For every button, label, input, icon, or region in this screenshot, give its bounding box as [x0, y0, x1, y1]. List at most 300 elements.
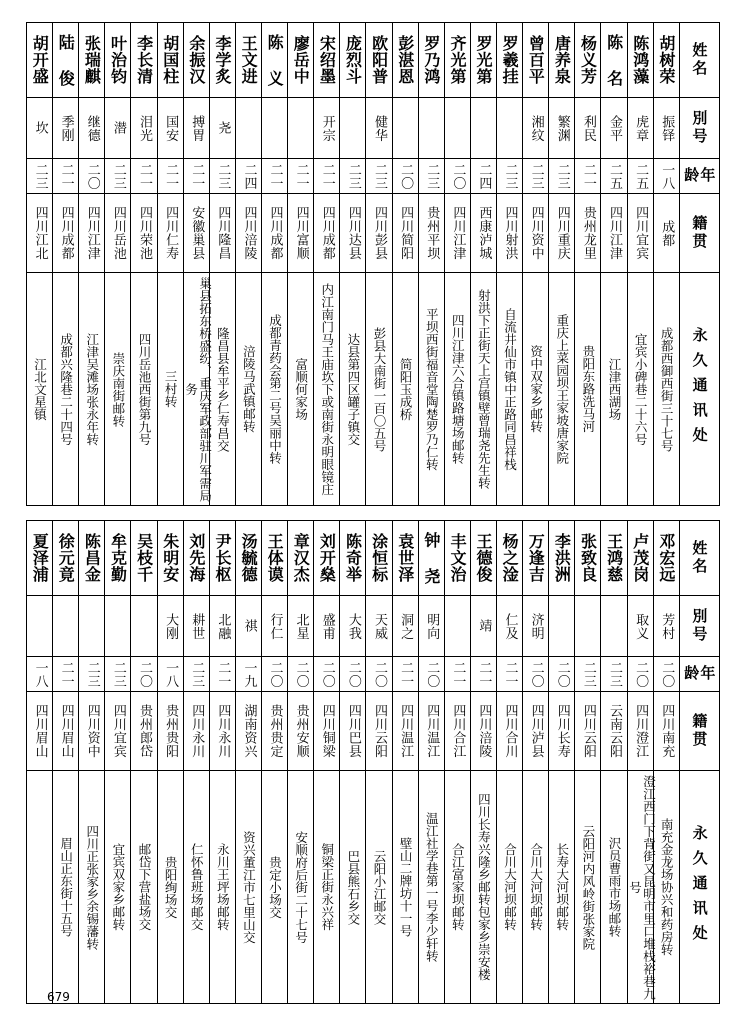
name-cell: [392, 23, 418, 98]
alias-cell: [183, 596, 209, 657]
alias-cell-text: 虎章: [633, 114, 649, 142]
row-alias: [27, 596, 720, 657]
address-cell: [601, 273, 627, 506]
native-cell-text: 四川江津: [450, 206, 466, 260]
page-number: 679: [47, 990, 70, 1004]
name-cell: [366, 521, 392, 596]
address-cell: [131, 771, 157, 1004]
name-cell-text: 钟 尧: [421, 531, 441, 585]
roster-table-lower: [26, 520, 720, 1004]
native-cell: [261, 194, 287, 273]
age-cell: [235, 657, 261, 692]
native-cell: [53, 692, 79, 771]
native-cell-text: 西康泸城: [476, 206, 492, 260]
alias-cell: [340, 596, 366, 657]
address-cell-text: 巢县拓东桥盛纷、重庆军政部驻川军需局务: [183, 276, 213, 502]
alias-cell: [496, 98, 522, 159]
native-cell-text: 四川简阳: [398, 206, 414, 260]
alias-cell: [653, 98, 679, 159]
name-cell-text: 胡国柱: [160, 35, 180, 85]
row-label-alias-text: 別号: [690, 110, 709, 146]
address-cell: [27, 771, 53, 1004]
native-cell: [235, 692, 261, 771]
address-cell-text: 沢员曹雨市场邮转: [606, 837, 622, 937]
native-cell-text: 四川永川: [215, 704, 231, 758]
name-cell-text: 宋绍墨: [317, 35, 337, 85]
native-cell: [470, 194, 496, 273]
alias-cell: [392, 596, 418, 657]
row-label-name: [679, 23, 719, 98]
name-cell: [209, 23, 235, 98]
name-cell: [27, 23, 53, 98]
name-cell-text: 陆 俊: [56, 33, 76, 87]
age-cell: [79, 657, 105, 692]
row-label-name-text: 姓名: [690, 540, 709, 576]
age-cell: [261, 657, 287, 692]
name-cell-text: 陈鸿藻: [630, 35, 650, 85]
name-cell-text: 张致良: [578, 533, 598, 583]
native-cell-text: 四川重庆: [554, 206, 570, 260]
age-cell: [288, 159, 314, 194]
name-cell-text: 万逢吉: [526, 533, 546, 583]
address-cell-text: 涪陵马武镇邮转: [241, 345, 257, 433]
address-cell-text: 贵阳绚场交: [163, 855, 179, 919]
name-cell-text: 牟克勤: [108, 533, 128, 583]
address-cell-text: 成都兴隆巷二十四号: [58, 332, 74, 446]
age-cell: [496, 159, 522, 194]
address-cell-text: 邮岱下营盐场交: [136, 843, 152, 931]
name-cell: [549, 23, 575, 98]
alias-cell: [288, 98, 314, 159]
address-cell-text: 平坝西街福音堂陶楚罗乃仁转: [424, 307, 440, 471]
address-cell: [105, 273, 131, 506]
name-cell-text: 李学炙: [212, 35, 232, 85]
name-cell: [53, 521, 79, 596]
address-cell-text: 四川岳池西街第九号: [136, 332, 152, 446]
age-cell-text: 一八: [163, 660, 179, 688]
address-cell: [209, 273, 235, 506]
name-cell-text: 陈奇举: [343, 533, 363, 583]
alias-cell-text: 湘纹: [528, 114, 544, 142]
alias-cell: [288, 596, 314, 657]
address-cell: [601, 771, 627, 1004]
address-cell-text: 简阳玉成桥: [398, 357, 414, 421]
alias-cell-text: 坎: [32, 121, 48, 135]
name-cell-text: 王文进: [239, 35, 259, 85]
alias-cell: [27, 98, 53, 159]
age-cell: [27, 657, 53, 692]
native-cell-text: 贵州贵阳: [163, 704, 179, 758]
address-cell-text: 宜宾双家乡邮转: [110, 843, 126, 931]
native-cell-text: 贵州平坝: [424, 206, 440, 260]
age-cell-text: 二〇: [528, 660, 544, 688]
alias-cell: [601, 596, 627, 657]
address-cell: [470, 771, 496, 1004]
alias-cell-text: 祺: [241, 619, 257, 633]
address-cell: [53, 771, 79, 1004]
name-cell: [261, 521, 287, 596]
roster-table-upper: [26, 22, 720, 506]
alias-cell: [366, 98, 392, 159]
age-cell-text: 二三: [110, 162, 126, 190]
age-cell-text: 二一: [163, 162, 179, 190]
alias-cell: [549, 596, 575, 657]
alias-cell: [418, 596, 444, 657]
age-cell-text: 二〇: [371, 660, 387, 688]
name-cell: [601, 23, 627, 98]
name-cell: [27, 521, 53, 596]
address-cell: [183, 771, 209, 1004]
age-cell: [601, 159, 627, 194]
native-cell-text: 四川宜宾: [110, 704, 126, 758]
native-cell: [288, 194, 314, 273]
alias-cell-text: 振铎: [659, 114, 675, 142]
native-cell: [209, 692, 235, 771]
name-cell: [575, 521, 601, 596]
native-cell-text: 四川资中: [528, 206, 544, 260]
address-cell-text: 资中双家乡邮转: [528, 345, 544, 433]
age-cell-text: 二三: [580, 660, 596, 688]
age-cell-text: 二一: [319, 162, 335, 190]
alias-cell: [209, 596, 235, 657]
name-cell-text: 刘先海: [186, 533, 206, 583]
address-cell: [79, 771, 105, 1004]
age-cell: [105, 159, 131, 194]
alias-cell-text: 国安: [163, 114, 179, 142]
name-cell-text: 汤毓德: [239, 533, 259, 583]
native-cell-text: 贵州贵定: [267, 704, 283, 758]
age-cell: [653, 159, 679, 194]
age-cell-text: 二三: [345, 162, 361, 190]
address-cell: [157, 273, 183, 506]
native-cell: [392, 692, 418, 771]
row-label-native: [679, 194, 719, 273]
alias-cell-text: 耕世: [189, 612, 205, 640]
address-cell-text: 四川江津六合镇路塘场邮转: [450, 314, 466, 464]
name-cell-text: 邓宏远: [656, 533, 676, 583]
alias-cell: [496, 596, 522, 657]
alias-cell-text: 搏胃: [189, 114, 205, 142]
alias-cell: [157, 98, 183, 159]
alias-cell-text: 潜: [110, 121, 126, 135]
alias-cell: [53, 98, 79, 159]
name-cell: [601, 521, 627, 596]
address-cell: [27, 273, 53, 506]
native-cell: [27, 692, 53, 771]
alias-cell: [157, 596, 183, 657]
alias-cell: [209, 98, 235, 159]
address-cell-text: 四川正张家乡余锡藩转: [84, 824, 100, 950]
age-cell-text: 二一: [267, 162, 283, 190]
age-cell: [183, 159, 209, 194]
native-cell: [366, 692, 392, 771]
alias-cell-text: 明向: [424, 612, 440, 640]
alias-cell: [105, 596, 131, 657]
address-cell: [575, 771, 601, 1004]
age-cell-text: 二四: [241, 162, 257, 190]
age-cell-text: 二一: [58, 660, 74, 688]
native-cell-text: 四川涪陵: [476, 704, 492, 758]
native-cell: [157, 692, 183, 771]
address-cell-text: 长寿大河坝邮转: [554, 843, 570, 931]
age-cell-text: 二〇: [84, 162, 100, 190]
row-label-age-text: 年龄: [682, 665, 717, 683]
name-cell-text: 袁世泽: [395, 533, 415, 583]
address-cell-text: 江津吴滩场张永年转: [84, 332, 100, 446]
native-cell: [601, 692, 627, 771]
native-cell: [496, 194, 522, 273]
name-cell: [653, 23, 679, 98]
name-cell-text: 胡树荣: [656, 35, 676, 85]
age-cell-text: 二三: [371, 162, 387, 190]
native-cell-text: 四川澄江: [633, 704, 649, 758]
alias-cell-text: 开宗: [319, 114, 335, 142]
native-cell: [418, 692, 444, 771]
address-cell: [314, 273, 340, 506]
name-cell-text: 廖岳中: [291, 35, 311, 85]
native-cell-text: 四川达县: [345, 206, 361, 260]
name-cell-text: 尹长枢: [212, 533, 232, 583]
address-cell-text: 富顺何家场: [293, 357, 309, 421]
alias-cell-text: 天威: [371, 612, 387, 640]
native-cell: [496, 692, 522, 771]
name-cell-text: 卢茂岗: [630, 533, 650, 583]
age-cell: [523, 159, 549, 194]
name-cell-text: 齐光第: [447, 35, 467, 85]
address-cell: [496, 273, 522, 506]
native-cell: [549, 194, 575, 273]
native-cell: [131, 692, 157, 771]
alias-cell: [470, 596, 496, 657]
age-cell: [627, 657, 653, 692]
age-cell: [366, 159, 392, 194]
address-cell: [340, 771, 366, 1004]
native-cell: [288, 692, 314, 771]
age-cell: [366, 657, 392, 692]
name-cell: [470, 23, 496, 98]
address-cell: [418, 273, 444, 506]
row-label-address: [679, 273, 719, 506]
address-cell-text: 巴县熊石乡交: [345, 849, 361, 925]
native-cell-text: 四川眉山: [58, 704, 74, 758]
address-cell: [235, 771, 261, 1004]
name-cell: [105, 521, 131, 596]
native-cell: [392, 194, 418, 273]
name-cell: [627, 521, 653, 596]
name-cell-text: 陈 名: [604, 33, 624, 87]
name-cell: [523, 521, 549, 596]
age-cell-text: 二〇: [659, 660, 675, 688]
age-cell: [105, 657, 131, 692]
native-cell: [523, 692, 549, 771]
age-cell-text: 二一: [215, 660, 231, 688]
address-cell-text: 贵定小场交: [267, 855, 283, 919]
native-cell-text: 四川温江: [424, 704, 440, 758]
age-cell: [340, 657, 366, 692]
name-cell: [314, 521, 340, 596]
address-cell-text: 重庆上菜园坝王家坡唐家院: [554, 314, 570, 464]
age-cell: [418, 657, 444, 692]
alias-cell: [392, 98, 418, 159]
address-cell: [340, 273, 366, 506]
age-cell: [627, 159, 653, 194]
alias-cell: [235, 596, 261, 657]
address-cell: [288, 273, 314, 506]
address-cell-text: 温江社学巷第一号李少轩转: [424, 812, 440, 962]
age-cell-text: 二三: [32, 162, 48, 190]
alias-cell: [470, 98, 496, 159]
row-name: [27, 23, 720, 98]
address-cell-text: 云阳河内风岭街张家院: [580, 824, 596, 950]
age-cell: [209, 657, 235, 692]
name-cell: [444, 521, 470, 596]
name-cell: [340, 521, 366, 596]
row-label-native-text: 籍贯: [690, 713, 709, 749]
address-cell: [79, 273, 105, 506]
name-cell-text: 罗光第: [474, 35, 494, 85]
row-label-alias-text: 別号: [690, 608, 709, 644]
alias-cell-text: 北星: [293, 612, 309, 640]
name-cell-text: 唐养泉: [552, 35, 572, 85]
native-cell-text: 四川成都: [58, 206, 74, 260]
alias-cell-text: 泪光: [137, 114, 152, 142]
address-cell: [523, 771, 549, 1004]
address-cell-text: 铜梁正街永兴祥: [319, 843, 335, 931]
address-cell-text: 仁怀鲁班场邮交: [189, 843, 205, 931]
age-cell-text: 二〇: [293, 660, 309, 688]
age-cell: [157, 657, 183, 692]
native-cell-text: 四川仁寿: [163, 206, 179, 260]
address-cell-text: 达县第四区罐子镇交: [345, 332, 361, 446]
age-cell: [470, 657, 496, 692]
alias-cell: [261, 596, 287, 657]
alias-cell-text: 北融: [215, 612, 231, 640]
address-cell: [653, 273, 679, 506]
age-cell-text: 二三: [554, 162, 570, 190]
alias-cell-text: 济明: [528, 612, 544, 640]
native-cell-text: 四川江津: [84, 206, 100, 260]
age-cell: [340, 159, 366, 194]
row-label-alias: [679, 98, 719, 159]
age-cell: [444, 159, 470, 194]
name-cell: [523, 23, 549, 98]
native-cell-text: 四川永川: [189, 704, 205, 758]
native-cell-text: 四川资中: [84, 704, 100, 758]
native-cell: [627, 692, 653, 771]
name-cell: [79, 521, 105, 596]
alias-cell-text: 仁及: [502, 612, 518, 640]
name-cell: [105, 23, 131, 98]
native-cell: [575, 692, 601, 771]
age-cell: [392, 159, 418, 194]
age-cell-text: 二五: [606, 162, 622, 190]
name-cell-text: 庞烈斗: [343, 35, 363, 85]
address-cell-text: 永川王坪场邮转: [215, 843, 231, 931]
age-cell-text: 二一: [502, 660, 518, 688]
native-cell-text: 四川合川: [502, 704, 518, 758]
alias-cell-text: 季刚: [58, 114, 74, 142]
address-cell: [209, 771, 235, 1004]
alias-cell-text: 芳村: [659, 612, 675, 640]
address-cell-text: 宜宾小碑巷二十六号: [633, 332, 649, 446]
address-cell: [444, 273, 470, 506]
name-cell-text: 陈昌金: [82, 533, 102, 583]
alias-cell: [131, 98, 157, 159]
age-cell-text: 二一: [450, 660, 466, 688]
row-address: [27, 771, 720, 1004]
native-cell-text: 四川射洪: [502, 206, 518, 260]
alias-cell-text: 靖: [476, 619, 492, 633]
name-cell-text: 李长清: [134, 35, 154, 85]
native-cell: [53, 194, 79, 273]
address-cell-text: 眉山正东街十五号: [58, 837, 74, 937]
address-cell: [575, 273, 601, 506]
alias-cell-text: 金平: [606, 114, 622, 142]
native-cell: [261, 692, 287, 771]
native-cell: [601, 194, 627, 273]
native-cell-text: 成都: [659, 219, 675, 247]
name-cell-text: 彭湛恩: [395, 35, 415, 85]
name-cell-text: 杨之淦: [500, 533, 520, 583]
native-cell-text: 四川云阳: [371, 704, 387, 758]
alias-cell: [314, 98, 340, 159]
age-cell-text: 二五: [633, 162, 649, 190]
name-cell-text: 丰文治: [447, 533, 467, 583]
name-cell: [157, 23, 183, 98]
address-cell: [418, 771, 444, 1004]
row-label-name-text: 姓名: [690, 42, 709, 78]
name-cell: [183, 521, 209, 596]
name-cell: [235, 23, 261, 98]
age-cell-text: 二三: [189, 660, 205, 688]
alias-cell: [79, 98, 105, 159]
table-separator: [26, 506, 719, 520]
name-cell-text: 章汉杰: [291, 533, 311, 583]
address-cell: [444, 771, 470, 1004]
native-cell-text: 贵州安顺: [293, 704, 309, 758]
age-cell: [288, 657, 314, 692]
name-cell: [627, 23, 653, 98]
age-cell-text: 二〇: [398, 162, 414, 190]
name-cell-text: 夏泽浦: [30, 533, 50, 583]
address-cell: [314, 771, 340, 1004]
name-cell: [209, 521, 235, 596]
native-cell-text: 四川温江: [398, 704, 414, 758]
alias-cell: [27, 596, 53, 657]
native-cell-text: 四川巴县: [345, 704, 361, 758]
age-cell-text: 二〇: [137, 660, 152, 688]
address-cell: [261, 771, 287, 1004]
name-cell-text: 刘开燊: [317, 533, 337, 583]
native-cell: [314, 194, 340, 273]
name-cell: [157, 521, 183, 596]
alias-cell: [79, 596, 105, 657]
age-cell-text: 二〇: [450, 162, 466, 190]
address-cell: [105, 771, 131, 1004]
age-cell-text: 二一: [189, 162, 205, 190]
address-cell-text: 成都青药会第二号吴丽中转: [267, 314, 283, 464]
age-cell-text: 二一: [58, 162, 74, 190]
name-cell-text: 陈 义: [265, 33, 285, 87]
alias-cell: [627, 98, 653, 159]
age-cell-text: 二一: [293, 162, 309, 190]
age-cell-text: 二〇: [319, 660, 335, 688]
age-cell: [157, 159, 183, 194]
address-cell: [157, 771, 183, 1004]
native-cell-text: 安徽巢县: [189, 206, 205, 260]
address-cell: [392, 771, 418, 1004]
row-label-age-text: 年龄: [682, 167, 717, 185]
